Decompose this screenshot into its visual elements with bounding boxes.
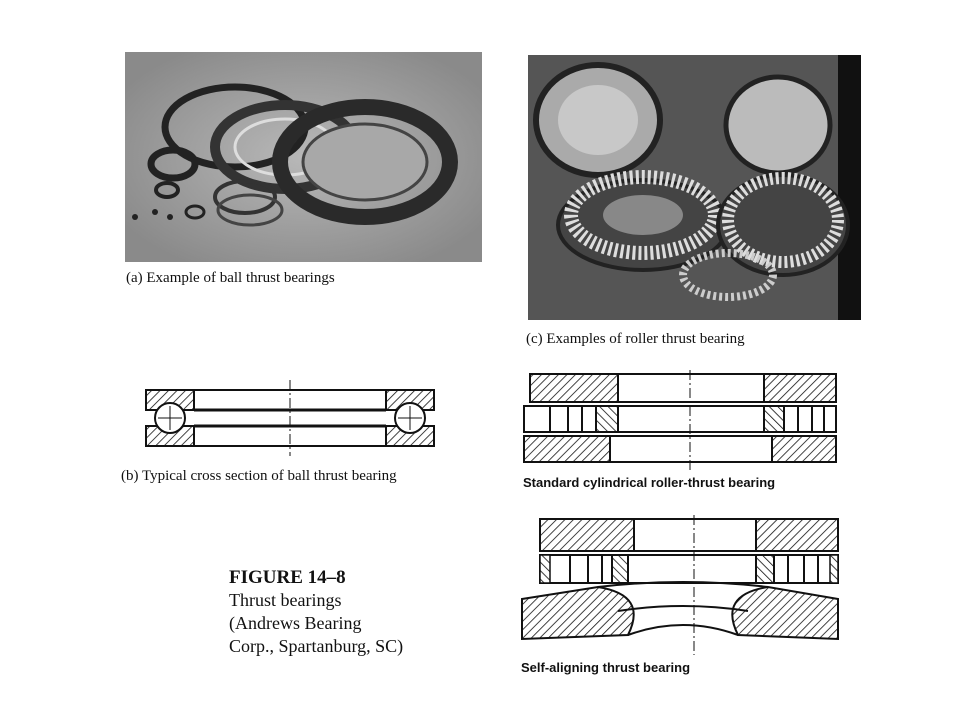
caption-self-aligning: Self-aligning thrust bearing — [521, 660, 691, 675]
photo-ball-thrust-bearings — [125, 52, 482, 262]
figure-line-2: (Andrews Bearing — [229, 613, 362, 633]
figure-line-1: Thrust bearings — [229, 590, 342, 610]
caption-b: (b) Typical cross section of ball thrust bearing — [121, 468, 397, 484]
caption-standard-cylindrical: Standard cylindrical roller-thrust bearing — [523, 475, 776, 490]
photo-roller-thrust-bearings — [528, 55, 861, 320]
figure-title: FIGURE 14–8 — [229, 567, 346, 588]
figure-caption-block — [229, 567, 469, 658]
diagram-cylindrical-roller-thrust — [520, 370, 840, 470]
caption-a: (a) Example of ball thrust bearings — [126, 270, 335, 286]
diagram-self-aligning-thrust — [518, 515, 843, 655]
figure-line-3: Corp., Spartanburg, SC) — [229, 636, 404, 656]
caption-c: (c) Examples of roller thrust bearing — [526, 331, 745, 347]
diagram-ball-thrust-cross-section — [138, 378, 443, 458]
